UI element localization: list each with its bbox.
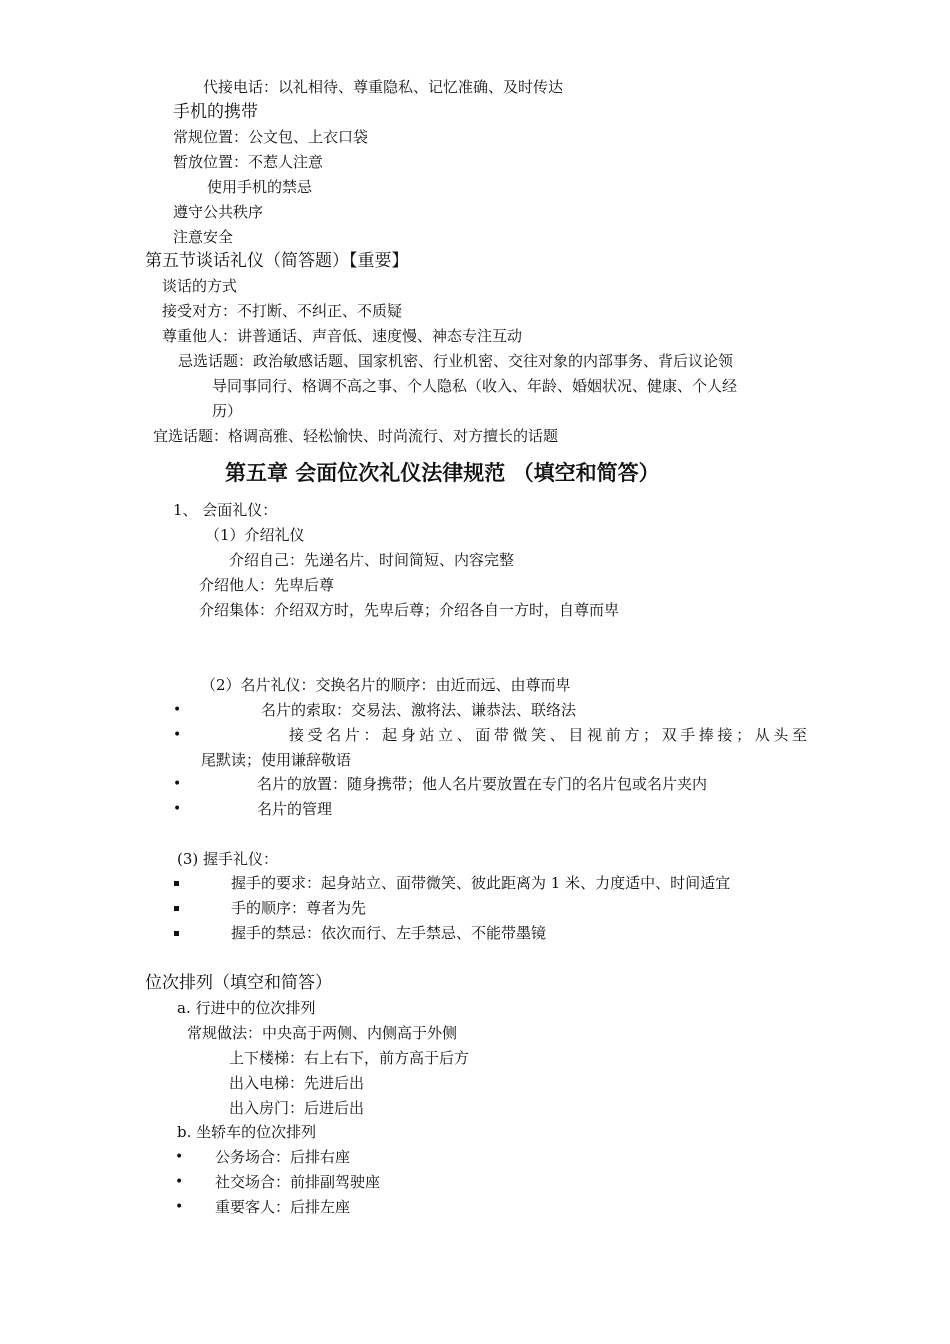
- text-line: 宜选话题：格调高雅、轻松愉快、时尚流行、对方擅长的话题: [153, 427, 559, 445]
- list-item: 名片的索取：交易法、激将法、谦恭法、联络法: [261, 701, 577, 719]
- square-bullet: [174, 906, 179, 911]
- list-item: 名片的管理: [257, 800, 333, 818]
- list-item: 重要客人：后排左座: [215, 1198, 351, 1216]
- text-line: 历）: [212, 402, 243, 420]
- text-line: 常规位置：公文包、上衣口袋: [173, 128, 369, 146]
- text-line: 使用手机的禁忌: [207, 178, 313, 196]
- text-line: （1）介绍礼仪: [205, 526, 305, 544]
- chapter-title: 第五章 会面位次礼仪法律规范 （填空和简答）: [225, 460, 660, 485]
- text-line: 介绍集体：介绍双方时，先卑后尊；介绍各自一方时，自尊而卑: [199, 601, 620, 619]
- list-item: 握手的要求：起身站立、面带微笑、彼此距离为 1 米、力度适中、时间适宜: [231, 874, 731, 892]
- bullet-dot: •: [173, 702, 182, 718]
- text-line: b. 坐轿车的位次排列: [177, 1123, 317, 1141]
- list-item: 公务场合：后排右座: [215, 1148, 351, 1166]
- text-line: 常规做法：中央高于两侧、内侧高于外侧: [187, 1024, 458, 1042]
- text-line: 出入房门：后进后出: [229, 1099, 365, 1117]
- section-heading: 位次排列（填空和简答）: [145, 973, 332, 993]
- bullet-dot: •: [173, 776, 182, 792]
- text-line: 遵守公共秩序: [173, 203, 264, 221]
- list-item: 社交场合：前排副驾驶座: [215, 1173, 381, 1191]
- bullet-dot: •: [175, 1199, 184, 1215]
- text-line: (3) 握手礼仪：: [177, 850, 279, 868]
- text-line: 代接电话：以礼相待、尊重隐私、记忆准确、及时传达: [203, 78, 564, 96]
- text-line: 暂放位置：不惹人注意: [173, 153, 324, 171]
- text-line: 注意安全: [173, 228, 234, 246]
- list-item-continuation: 尾默读；使用谦辞敬语: [201, 751, 352, 769]
- text-line: 导同事同行、格调不高之事、个人隐私（收入、年龄、婚姻状况、健康、个人经: [212, 377, 738, 395]
- bullet-dot: •: [173, 727, 182, 743]
- text-line: 谈话的方式: [162, 277, 238, 295]
- section-heading: 第五节谈话礼仪（简答题）【重要】: [145, 251, 409, 271]
- text-line: 忌选话题：政治敏感话题、国家机密、行业机密、交往对象的内部事务、背后议论领: [178, 352, 734, 370]
- square-bullet: [174, 881, 179, 886]
- list-item: 握手的禁忌：依次而行、左手禁忌、不能带墨镜: [231, 924, 547, 942]
- list-item: 接受名片：起身站立、面带微笑、目视前方；双手捧接；从头至: [289, 726, 807, 744]
- text-line: 介绍自己：先递名片、时间简短、内容完整: [229, 551, 515, 569]
- section-heading: 手机的携带: [173, 102, 258, 122]
- text-line: 尊重他人：讲普通话、声音低、速度慢、神态专注互动: [162, 327, 523, 345]
- square-bullet: [174, 931, 179, 936]
- list-item: 名片的放置：随身携带；他人名片要放置在专门的名片包或名片夹内: [257, 775, 708, 793]
- bullet-dot: •: [175, 1174, 184, 1190]
- text-line: a. 行进中的位次排列: [177, 999, 316, 1017]
- text-line: 出入电梯：先进后出: [229, 1074, 365, 1092]
- text-line: 上下楼梯：右上右下，前方高于后方: [229, 1049, 470, 1067]
- text-line: 介绍他人：先卑后尊: [199, 576, 335, 594]
- text-line: （2）名片礼仪：交换名片的顺序：由近而远、由尊而卑: [201, 676, 571, 694]
- text-line: 1、 会面礼仪：: [173, 501, 278, 519]
- bullet-dot: •: [175, 1149, 184, 1165]
- list-item: 手的顺序：尊者为先: [231, 899, 367, 917]
- bullet-dot: •: [173, 801, 182, 817]
- text-line: 接受对方：不打断、不纠正、不质疑: [162, 302, 403, 320]
